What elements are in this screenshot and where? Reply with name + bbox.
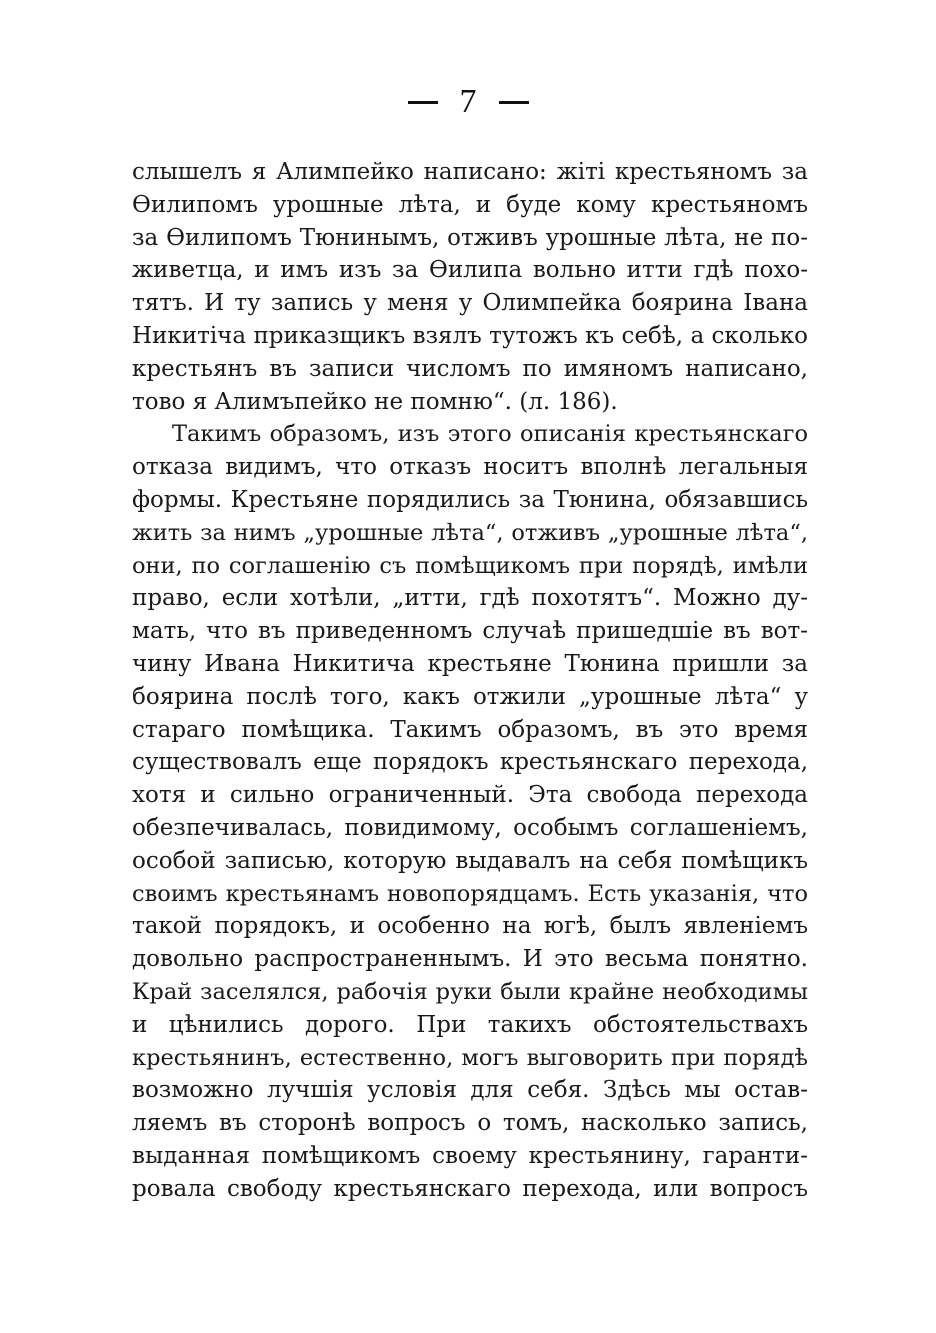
text-line: тово я Алимъпейко не помню“. (л. 186).: [132, 388, 618, 415]
body-text: [132, 156, 808, 1206]
left-dash: [408, 101, 438, 104]
page-number: 7: [459, 83, 477, 120]
text-line: слышелъ я Алимпейко написано: жіті крестьяномъ за: [132, 159, 808, 185]
text-line: боярина послѣ того, какъ отжили „урошные лѣта“ у: [132, 683, 808, 710]
page-number-header: [0, 82, 936, 122]
text-line: и цѣнились дорого. При такихъ обстоятельствахъ: [132, 1011, 808, 1038]
text-line: формы. Крестьяне порядились за Тюнина, обязавшись: [132, 486, 808, 513]
text-line: крестьянинъ, естественно, могъ выговорить при порядѣ: [132, 1044, 808, 1071]
text-line: стараго помѣщика. Такимъ образомъ, въ это время: [132, 716, 808, 743]
text-line: обезпечивалась, повидимому, особымъ соглашеніемъ,: [132, 814, 808, 841]
text-line: Такимъ образомъ, изъ этого описанія крестьянскаго: [172, 421, 808, 448]
text-line: Өилипомъ урошные лѣта, и буде кому крестьяномъ: [132, 191, 808, 218]
text-line: особой записью, которую выдавалъ на себя помѣщикъ: [132, 847, 808, 874]
text-line: тятъ. И ту запись у меня у Олимпейка боярина Івана: [132, 290, 808, 317]
text-line: существовалъ еще порядокъ крестьянскаго перехода,: [132, 749, 808, 776]
text-line: своимъ крестьянамъ новопорядцамъ. Есть указанія, что: [132, 880, 808, 907]
text-line: хотя и сильно ограниченный. Эта свобода перехода: [132, 782, 808, 809]
text-line: они, по соглашенію съ помѣщикомъ при порядѣ, имѣли: [132, 552, 808, 579]
text-line: ровала свободу крестьянскаго перехода, или вопросъ: [132, 1175, 808, 1202]
text-line: Никитіча приказщикъ взялъ тутожъ къ себѣ, а сколько: [132, 322, 808, 349]
text-line: такой порядокъ, и особенно на югѣ, былъ явленіемъ: [132, 913, 808, 940]
text-line: ляемъ въ сторонѣ вопросъ о томъ, насколько запись,: [132, 1110, 808, 1137]
text-line: отказа видимъ, что отказъ носитъ вполнѣ легальныя: [132, 454, 808, 481]
text-line: выданная помѣщикомъ своему крестьянину, гаранти-: [132, 1142, 808, 1169]
text-line: крестьянъ въ записи числомъ по имяномъ написано,: [132, 355, 808, 382]
right-dash: [499, 101, 529, 104]
text-line: довольно распространеннымъ. И это весьма понятно.: [132, 946, 808, 973]
text-line: возможно лучшія условія для себя. Здѣсь мы остав-: [132, 1077, 808, 1104]
text-line: чину Ивана Никитича крестьяне Тюнина пришли за: [132, 650, 808, 677]
text-line: право, если хотѣли, „итти, гдѣ похотятъ“. Можно ду-: [132, 585, 808, 612]
text-line: мать, что въ приведенномъ случаѣ пришедшіе въ вот-: [132, 618, 808, 645]
text-line: за Өилипомъ Тюнинымъ, отживъ урошные лѣта, не по-: [132, 224, 808, 251]
text-line: жить за нимъ „урошные лѣта“, отживъ „урошные лѣта“,: [132, 519, 808, 546]
text-line: живетца, и имъ изъ за Өилипа вольно итти гдѣ похо-: [132, 257, 808, 284]
text-line: Край заселялся, рабочія руки были крайне необходимы: [132, 978, 808, 1005]
